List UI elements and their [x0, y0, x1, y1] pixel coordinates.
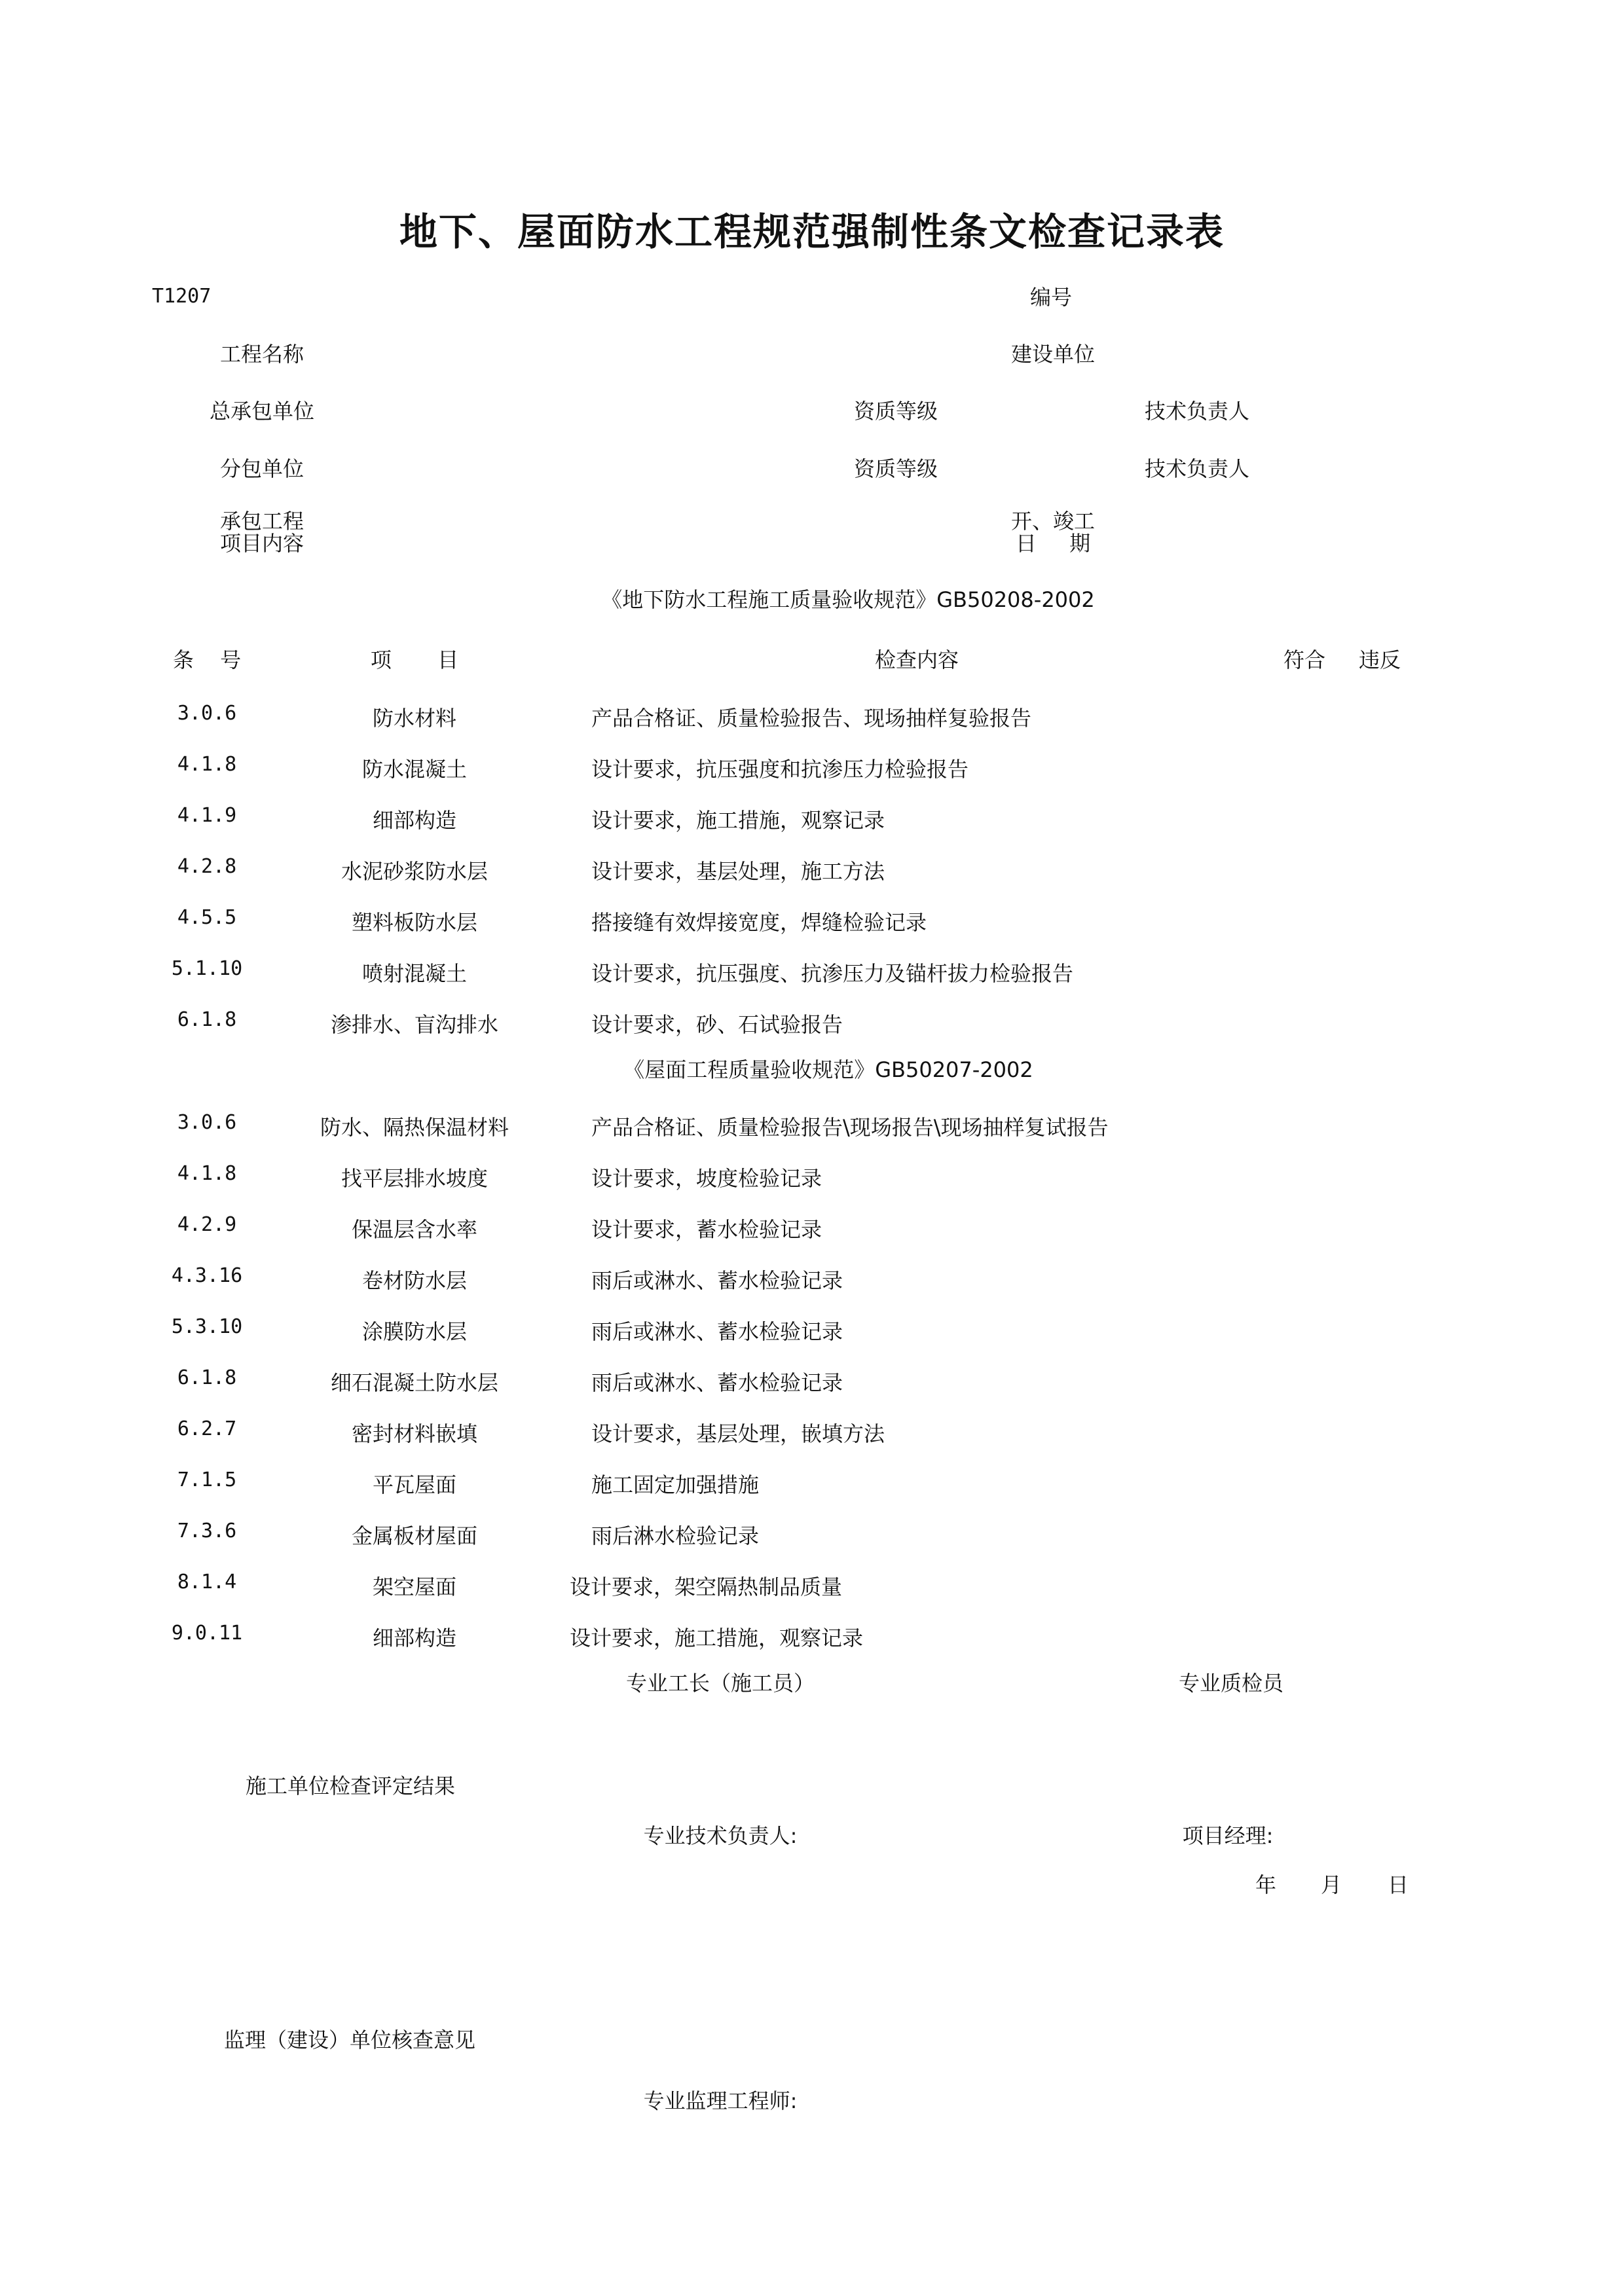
check-content: 设计要求，基层处理，嵌填方法	[591, 1421, 885, 1446]
item-name: 喷射混凝土	[361, 961, 468, 986]
foreman-label: 专业工长（施工员）	[625, 1671, 815, 1696]
owner-label: 建设单位	[1010, 342, 1096, 367]
table-row	[0, 855, 1624, 894]
clause-number: 4.1.8	[177, 1162, 237, 1185]
table-row	[0, 1622, 1624, 1661]
quality-inspector-label: 专业质检员	[1178, 1671, 1284, 1696]
tech-lead-label: 技术负责人	[1144, 399, 1250, 424]
check-content: 设计要求，蓄水检验记录	[591, 1217, 822, 1242]
check-content: 设计要求，架空隔热制品质量	[570, 1575, 843, 1599]
check-content: 产品合格证、质量检验报告\现场报告\现场抽样复试报告	[591, 1115, 1109, 1140]
check-content: 搭接缝有效焊接宽度，焊缝检验记录	[591, 910, 927, 935]
contract-scope-label-line1: 承包工程	[219, 509, 304, 534]
table-row	[0, 1468, 1624, 1508]
item-name: 水泥砂浆防水层	[341, 859, 489, 884]
clause-number: 3.0.6	[177, 1111, 237, 1134]
section-title-roof: 《屋面工程质量验收规范》GB50207-2002	[623, 1057, 1033, 1082]
col-violate-header: 违反	[1358, 647, 1401, 672]
item-name: 涂膜防水层	[361, 1319, 468, 1344]
clause-number: 4.3.16	[171, 1264, 243, 1287]
check-content: 设计要求，施工措施，观察记录	[591, 808, 885, 833]
table-row	[0, 753, 1624, 792]
clause-number: 5.1.10	[171, 957, 243, 980]
clause-number: 5.3.10	[171, 1315, 243, 1338]
table-row	[0, 1008, 1624, 1048]
item-name: 找平层排水坡度	[341, 1166, 489, 1191]
project-name-label: 工程名称	[219, 342, 304, 367]
clause-number: 3.0.6	[177, 702, 237, 725]
item-name: 细石混凝土防水层	[330, 1370, 499, 1395]
item-name: 防水材料	[372, 706, 457, 731]
table-row	[0, 1315, 1624, 1355]
check-content: 产品合格证、质量检验报告、现场抽样复验报告	[591, 706, 1032, 731]
month-label: 月	[1320, 1872, 1342, 1897]
general-contractor-label: 总承包单位	[209, 399, 315, 424]
supervision-opinion-label: 监理（建设）单位核查意见	[224, 2028, 476, 2052]
year-label: 年	[1255, 1872, 1277, 1897]
qualification-label: 资质等级	[853, 456, 938, 481]
table-row	[0, 1571, 1624, 1610]
dates-label-line2: 日 期	[1015, 531, 1091, 556]
table-row	[0, 957, 1624, 996]
item-name: 保温层含水率	[351, 1217, 478, 1242]
form-code: T1207	[152, 285, 212, 308]
check-content: 设计要求，抗压强度和抗渗压力检验报告	[591, 757, 969, 782]
check-content: 设计要求，抗压强度、抗渗压力及锚杆拔力检验报告	[591, 961, 1074, 986]
item-name: 防水、隔热保温材料	[320, 1115, 509, 1140]
subcontractor-label: 分包单位	[219, 456, 304, 481]
col-clause-header: 条 号	[172, 647, 242, 672]
clause-number: 6.1.8	[177, 1366, 237, 1389]
table-row	[0, 906, 1624, 945]
clause-number: 4.5.5	[177, 906, 237, 929]
table-row	[0, 1366, 1624, 1406]
check-content: 雨后淋水检验记录	[591, 1523, 760, 1548]
col-content-header: 检查内容	[874, 647, 959, 672]
check-content: 设计要求，坡度检验记录	[591, 1166, 822, 1191]
clause-number: 8.1.4	[177, 1571, 237, 1594]
number-label: 编号	[1029, 285, 1073, 310]
clause-number: 7.3.6	[177, 1520, 237, 1542]
table-row	[0, 1111, 1624, 1150]
dates-label-line1: 开、竣工	[1010, 509, 1096, 534]
clause-number: 9.0.11	[171, 1622, 243, 1645]
check-content: 雨后或淋水、蓄水检验记录	[591, 1319, 843, 1344]
supervisor-signature-label: 专业监理工程师:	[643, 2088, 798, 2113]
project-manager-label: 项目经理:	[1182, 1823, 1274, 1848]
clause-number: 4.2.8	[177, 855, 237, 878]
item-name: 细部构造	[372, 808, 457, 833]
page-title: 地下、屋面防水工程规范强制性条文检查记录表	[399, 210, 1225, 254]
item-name: 塑料板防水层	[351, 910, 478, 935]
qualification-label: 资质等级	[853, 399, 938, 424]
table-row	[0, 1417, 1624, 1457]
table-row	[0, 1264, 1624, 1303]
clause-number: 4.1.8	[177, 753, 237, 776]
check-content: 雨后或淋水、蓄水检验记录	[591, 1268, 843, 1293]
clause-number: 4.1.9	[177, 804, 237, 827]
col-item-header: 项 目	[370, 647, 459, 672]
check-content: 设计要求，砂、石试验报告	[591, 1012, 843, 1037]
item-name: 金属板材屋面	[351, 1523, 478, 1548]
item-name: 卷材防水层	[361, 1268, 468, 1293]
table-row	[0, 1520, 1624, 1559]
item-name: 架空屋面	[372, 1575, 457, 1599]
day-label: 日	[1387, 1872, 1409, 1897]
tech-lead-label: 技术负责人	[1144, 456, 1250, 481]
construction-result-label: 施工单位检查评定结果	[246, 1774, 456, 1798]
clause-number: 7.1.5	[177, 1468, 237, 1491]
item-name: 渗排水、盲沟排水	[330, 1012, 499, 1037]
check-content: 施工固定加强措施	[591, 1472, 760, 1497]
table-row	[0, 1213, 1624, 1252]
table-row	[0, 804, 1624, 843]
tech-lead-signature-label: 专业技术负责人:	[643, 1823, 798, 1848]
clause-number: 4.2.9	[177, 1213, 237, 1236]
check-content: 设计要求，基层处理，施工方法	[591, 859, 885, 884]
item-name: 密封材料嵌填	[351, 1421, 478, 1446]
check-content: 设计要求，施工措施，观察记录	[570, 1626, 864, 1650]
check-content: 雨后或淋水、蓄水检验记录	[591, 1370, 843, 1395]
col-comply-header: 符合	[1283, 647, 1326, 672]
table-row	[0, 702, 1624, 741]
item-name: 细部构造	[372, 1626, 457, 1650]
section-title-underground: 《地下防水工程施工质量验收规范》GB50208-2002	[601, 587, 1095, 612]
item-name: 平瓦屋面	[372, 1472, 457, 1497]
contract-scope-label-line2: 项目内容	[219, 531, 304, 556]
clause-number: 6.2.7	[177, 1417, 237, 1440]
clause-number: 6.1.8	[177, 1008, 237, 1031]
item-name: 防水混凝土	[361, 757, 468, 782]
table-row	[0, 1162, 1624, 1201]
